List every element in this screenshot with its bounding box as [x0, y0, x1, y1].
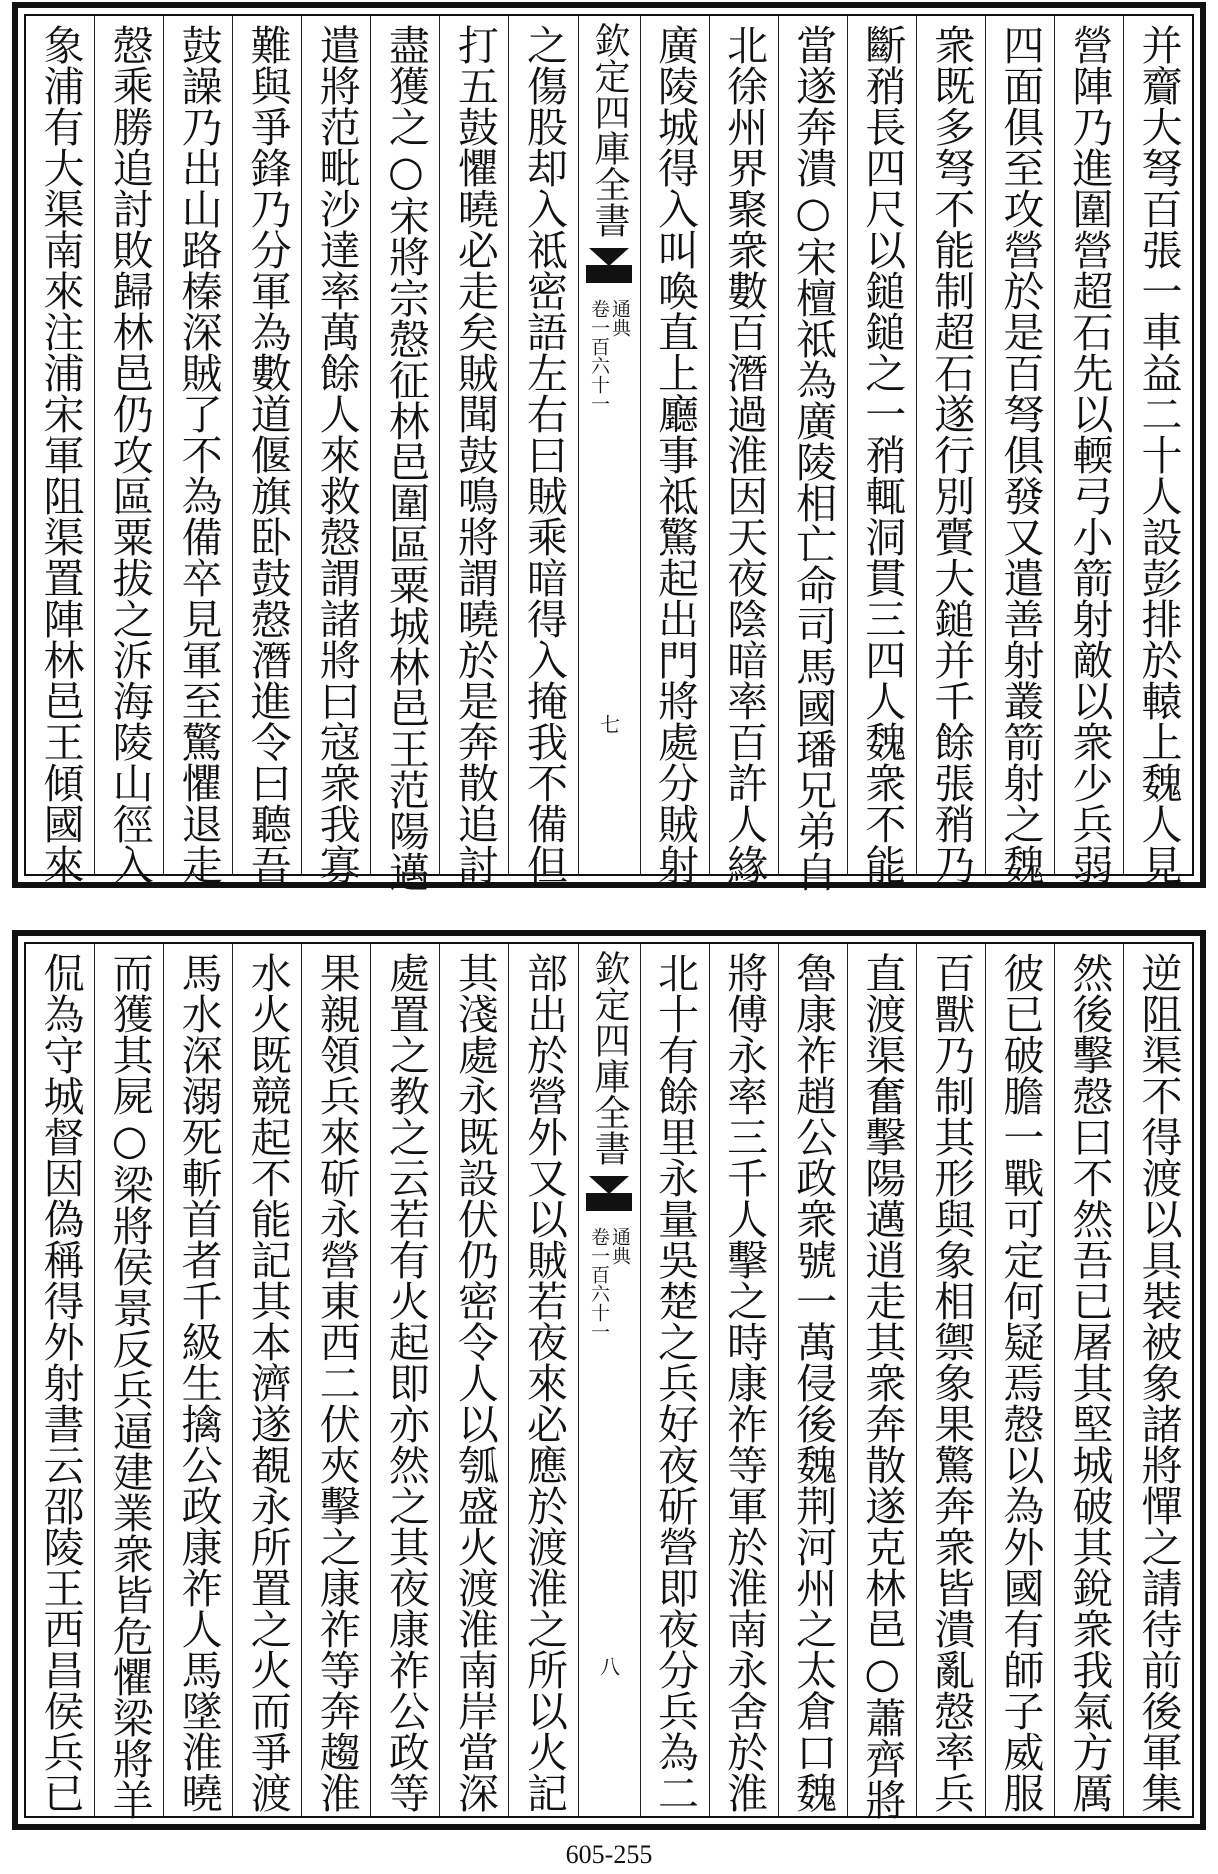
column-text: 難與爭鋒乃分軍為數道偃旗卧鼓慤潛進令曰聽吾 — [243, 24, 292, 885]
volume-label — [589, 1227, 629, 1341]
column-text: 營陣乃進圍營超石先以輭弓小箭射敵以衆少兵弱 — [1065, 24, 1114, 885]
column-text: 馬水深溺死斬首者千級生擒公政康祚人馬墜淮曉 — [174, 952, 223, 1813]
column-text: 打五鼓懼曉必走矣賊聞鼓鳴將謂曉於是奔散追討 — [450, 24, 499, 885]
text-column — [709, 16, 778, 885]
text-column — [916, 944, 985, 1816]
center-fold-column — [578, 16, 640, 874]
volume-line-title: 通典 — [609, 299, 631, 337]
text-column — [847, 16, 916, 885]
upper-page — [12, 2, 1206, 892]
column-text: 彼已破膽一戰可定何疑焉慤以為外國有師子威服 — [996, 952, 1045, 1813]
center-fold-column — [578, 944, 640, 1816]
column-text: 北十有餘里永量吳楚之兵好夜斫營即夜分兵為二 — [651, 952, 700, 1813]
column-text: 慤乘勝追討敗歸林邑仍攻區粟拔之泝海陵山徑入 — [105, 24, 154, 885]
column-text: 然後擊慤曰不然吾已屠其堅城破其銳衆我氣方厲 — [1065, 952, 1114, 1813]
text-column — [439, 944, 508, 1816]
text-column — [370, 944, 439, 1816]
upper-page-text-frame — [24, 14, 1194, 892]
text-column — [640, 16, 709, 885]
text-column — [232, 16, 301, 885]
fish-tail-bar — [586, 1193, 632, 1211]
volume-line-number: 卷一百六十一 — [588, 1227, 610, 1341]
text-column — [778, 16, 847, 892]
volume-line-number: 卷一百六十一 — [588, 299, 610, 413]
column-text: 水火既競起不能記其本濟遂覩永所置之火而爭渡 — [243, 952, 292, 1813]
column-text: 并齎大弩百張一車益二十人設彭排於轅上魏人見 — [1134, 24, 1183, 885]
column-text: 之傷股却入祗密語左右曰賊乘暗得入掩我不備但 — [519, 24, 568, 885]
fish-tail-bar — [586, 265, 632, 283]
column-text: 果親領兵來斫永營東西二伏夾擊之康祚等奔趨淮 — [312, 952, 361, 1813]
column-text: 魯康祚趙公政衆號一萬侵後魏荆河州之太倉口魏 — [789, 952, 838, 1813]
text-column — [163, 944, 232, 1816]
book-title: 欽定四庫全書 — [589, 950, 630, 1166]
column-text: 四面俱至攻營於是百弩俱發又遣善射叢箭射之魏 — [996, 24, 1045, 885]
text-column — [1123, 16, 1192, 885]
text-column — [847, 944, 916, 1820]
column-text: 遣將范毗沙達率萬餘人來救慤謂諸將曰寇衆我寡 — [312, 24, 361, 885]
text-column — [985, 944, 1054, 1816]
folio-number: 七 — [596, 714, 621, 734]
fish-tail-mark-icon — [589, 248, 629, 266]
column-text: 而獲其屍○梁將侯景反兵逼建業衆皆危懼梁將羊 — [105, 952, 154, 1820]
column-text: 逆阻渠不得渡以具裝被象諸將憚之請待前後軍集 — [1134, 952, 1183, 1813]
lower-page-text-frame — [24, 942, 1194, 1818]
column-text: 部出於營外又以賊若夜來必應於渡淮之所以火記 — [519, 952, 568, 1813]
column-text: 鼓譟乃出山路榛深賊了不為備卒見軍至驚懼退走 — [174, 24, 223, 885]
column-text: 盡獲之○宋將宗慤征林邑圍區粟城林邑王范陽邁 — [381, 24, 430, 892]
column-text: 象浦有大渠南來注浦宋軍阻渠置陣林邑王傾國來 — [36, 24, 85, 885]
text-column — [94, 944, 163, 1820]
text-column — [709, 944, 778, 1816]
text-column — [370, 16, 439, 892]
text-column — [508, 16, 577, 885]
text-column — [439, 16, 508, 885]
column-text: 衆既多弩不能制超石遂行別賷大鎚并千餘張矟乃 — [927, 24, 976, 885]
text-column — [26, 16, 94, 885]
column-text: 當遂奔潰○宋檀祗為廣陵相亡命司馬國璠兄弟自 — [789, 24, 838, 892]
column-text: 其淺處永既設伏仍密令人以瓠盛火渡淮南岸當深 — [450, 952, 499, 1813]
text-column — [163, 16, 232, 885]
fish-tail-mark-icon — [589, 1176, 629, 1194]
column-text: 侃為守城督因偽稱得外射書云邵陵王西昌侯兵已 — [36, 952, 85, 1813]
column-text: 廣陵城得入叫喚直上廳事祗驚起出門將處分賊射 — [651, 24, 700, 885]
text-column — [508, 944, 577, 1816]
book-title: 欽定四庫全書 — [589, 22, 630, 238]
text-column — [94, 16, 163, 885]
column-text: 處置之教之云若有火起即亦然之其夜康祚公政等 — [381, 952, 430, 1813]
column-text: 直渡渠奮擊陽邁逍走其衆奔散遂克林邑○蕭齊將 — [858, 952, 907, 1820]
volume-line-title: 通典 — [609, 1227, 631, 1265]
column-text: 百獸乃制其形與象相禦象果驚奔衆皆潰亂慤率兵 — [927, 952, 976, 1813]
column-text: 斷矟長四尺以鎚鎚之一矟輒洞貫三四人魏衆不能 — [858, 24, 907, 885]
text-column — [301, 944, 370, 1816]
text-column — [985, 16, 1054, 885]
column-text: 北徐州界聚衆數百潛過淮因天夜陰暗率百許人緣 — [720, 24, 769, 885]
text-column — [640, 944, 709, 1816]
text-column — [1123, 944, 1192, 1816]
text-column — [1054, 16, 1123, 885]
volume-label — [589, 299, 629, 413]
text-column — [232, 944, 301, 1816]
lower-page — [12, 930, 1206, 1830]
text-column — [1054, 944, 1123, 1816]
column-text: 將傅永率三千人擊之時康祚等軍於淮南永舍於淮 — [720, 952, 769, 1813]
page-reference-number: 605-255 — [565, 1840, 653, 1869]
text-column — [301, 16, 370, 885]
text-column — [916, 16, 985, 885]
text-column — [778, 944, 847, 1816]
folio-number: 八 — [596, 1656, 621, 1676]
text-column — [26, 944, 94, 1816]
